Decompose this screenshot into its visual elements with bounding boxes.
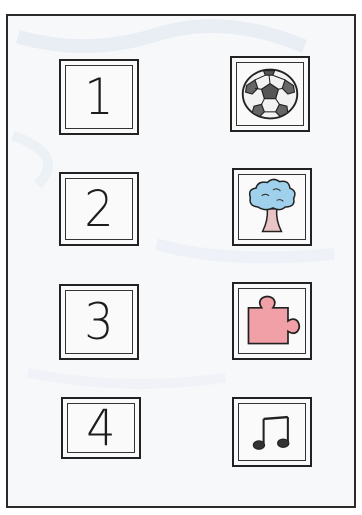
picture-box-music	[232, 397, 312, 467]
picture-box-ball	[230, 56, 310, 132]
number-label: 2	[84, 180, 114, 238]
puzzle-piece-icon	[239, 289, 305, 353]
picture-box-tree	[232, 168, 312, 246]
drawing-sheet	[6, 14, 356, 508]
number-label: 4	[86, 399, 116, 457]
number-label: 1	[84, 68, 114, 126]
picture-box-puzzle	[232, 282, 312, 360]
tree-icon	[239, 175, 305, 239]
number-box-2	[59, 172, 139, 246]
number-label: 3	[84, 293, 114, 351]
number-box-3	[59, 284, 139, 360]
music-note-icon	[239, 404, 305, 460]
number-box-4	[61, 397, 141, 459]
number-box-1	[59, 59, 139, 135]
soccer-ball-icon	[237, 63, 303, 125]
